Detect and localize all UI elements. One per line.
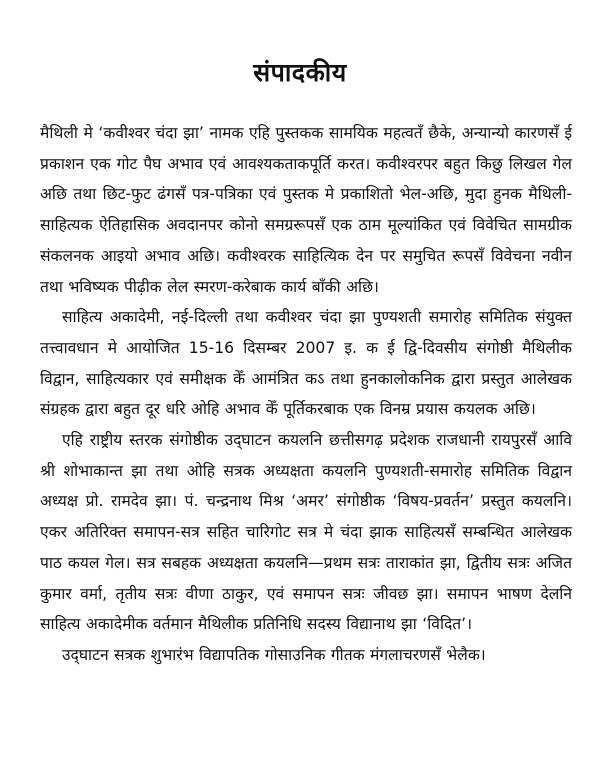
page-title: संपादकीय — [253, 57, 347, 87]
paragraph-4: उद्‌घाटन सत्रक शुभारंभ विद्यापतिक गोसाउनिक गीतक मंगलाचरणसँ भेलैक। — [62, 645, 486, 664]
paragraph-3: एहि राष्ट्रीय स्तरक संगोष्ठीक उद्‌घाटन कयलनि छत्तीसगढ़ प्रदेशक राजधानी रायपुरसँ आवि श्री शोभाकान्त झा तथा ओहि सत्रक अध्यक्षता कयलनि पुण्यशती-समारोह समितिक विद्वान अध्यक्ष प्रो. रामदेव झा। पं. चन्द्रनाथ मिश्र ‘अमर’ संगोष्ठीक ‘विषय-प्रवर्तन’ प्रस्तुत कयलनि। एकर अतिरिक्त समापन-सत्र सहित चारिगोट सत्र मे चंदा झाक साहित्यसँ सम्बन्धित आलेखक पाठ कयल गेल। सत्र सबहक अध्यक्षता कयलनि—प्रथम सत्रः ताराकांत झा, द्वितीय सत्रः अजित कुमार वर्मा, तृतीय सत्रः वीणा ठाकुर, एवं समापन सत्रः जीवछ झा। समापन भाषण देलनि साहित्य अकादेमीक वर्तमान मैथिलीक प्रतिनिधि सदस्य विद्यानाथ झा ‘विदित’। — [40, 431, 572, 634]
editorial-body — [40, 118, 572, 671]
paragraph-1: मैथिली मे ‘कवीश्वर चंदा झा’ नामक एहि पुस्तकक सामयिक महत्वतँ छैके, अन्यान्यो कारणसँ ई प्रकाशन एक गोट पैघ अभाव एवं आवश्यकताकपूर्ति करत। कवीश्वरपर बहुत किछु लिखल गेल अछि तथा छिट-फुट ढंगसँ पत्र-पत्रिका एवं पुस्तक मे प्रकाशितो भेल-अछि, मुदा हुनक मैथिली-साहित्यक ऐतिहासिक अवदानपर कोनो समग्ररूपसँ एक ठाम मूल्यांकित एवं विवेचित सामग्रीक संकलनक आइयो अभाव अछि। कवीश्वरक साहित्यिक देन पर समुचित रूपसँ विवेचना नवीन तथा भविष्यक पीढ़ीक लेल स्मरण-करेबाक कार्य बाँकी अछि। — [40, 124, 572, 296]
paragraph-2: साहित्य अकादेमी, नई-दिल्ली तथा कवीश्वर चंदा झा पुण्यशती समारोह समितिक संयुक्त तत्त्वावधान मे आयोजित 15-16 दिसम्बर 2007 इ. क ई द्वि-दिवसीय संगोष्ठी मैथिलीक विद्वान, साहित्यकार एवं समीक्षक केँ आमंत्रित कऽ तथा हुनकालोकनिक द्वारा प्रस्तुत आलेखक संग्रहक द्वारा बहुत दूर धरि ओहि अभाव केँ पूर्तिकरबाक एक विनम्र प्रयास कयलक अछि। — [40, 308, 572, 419]
